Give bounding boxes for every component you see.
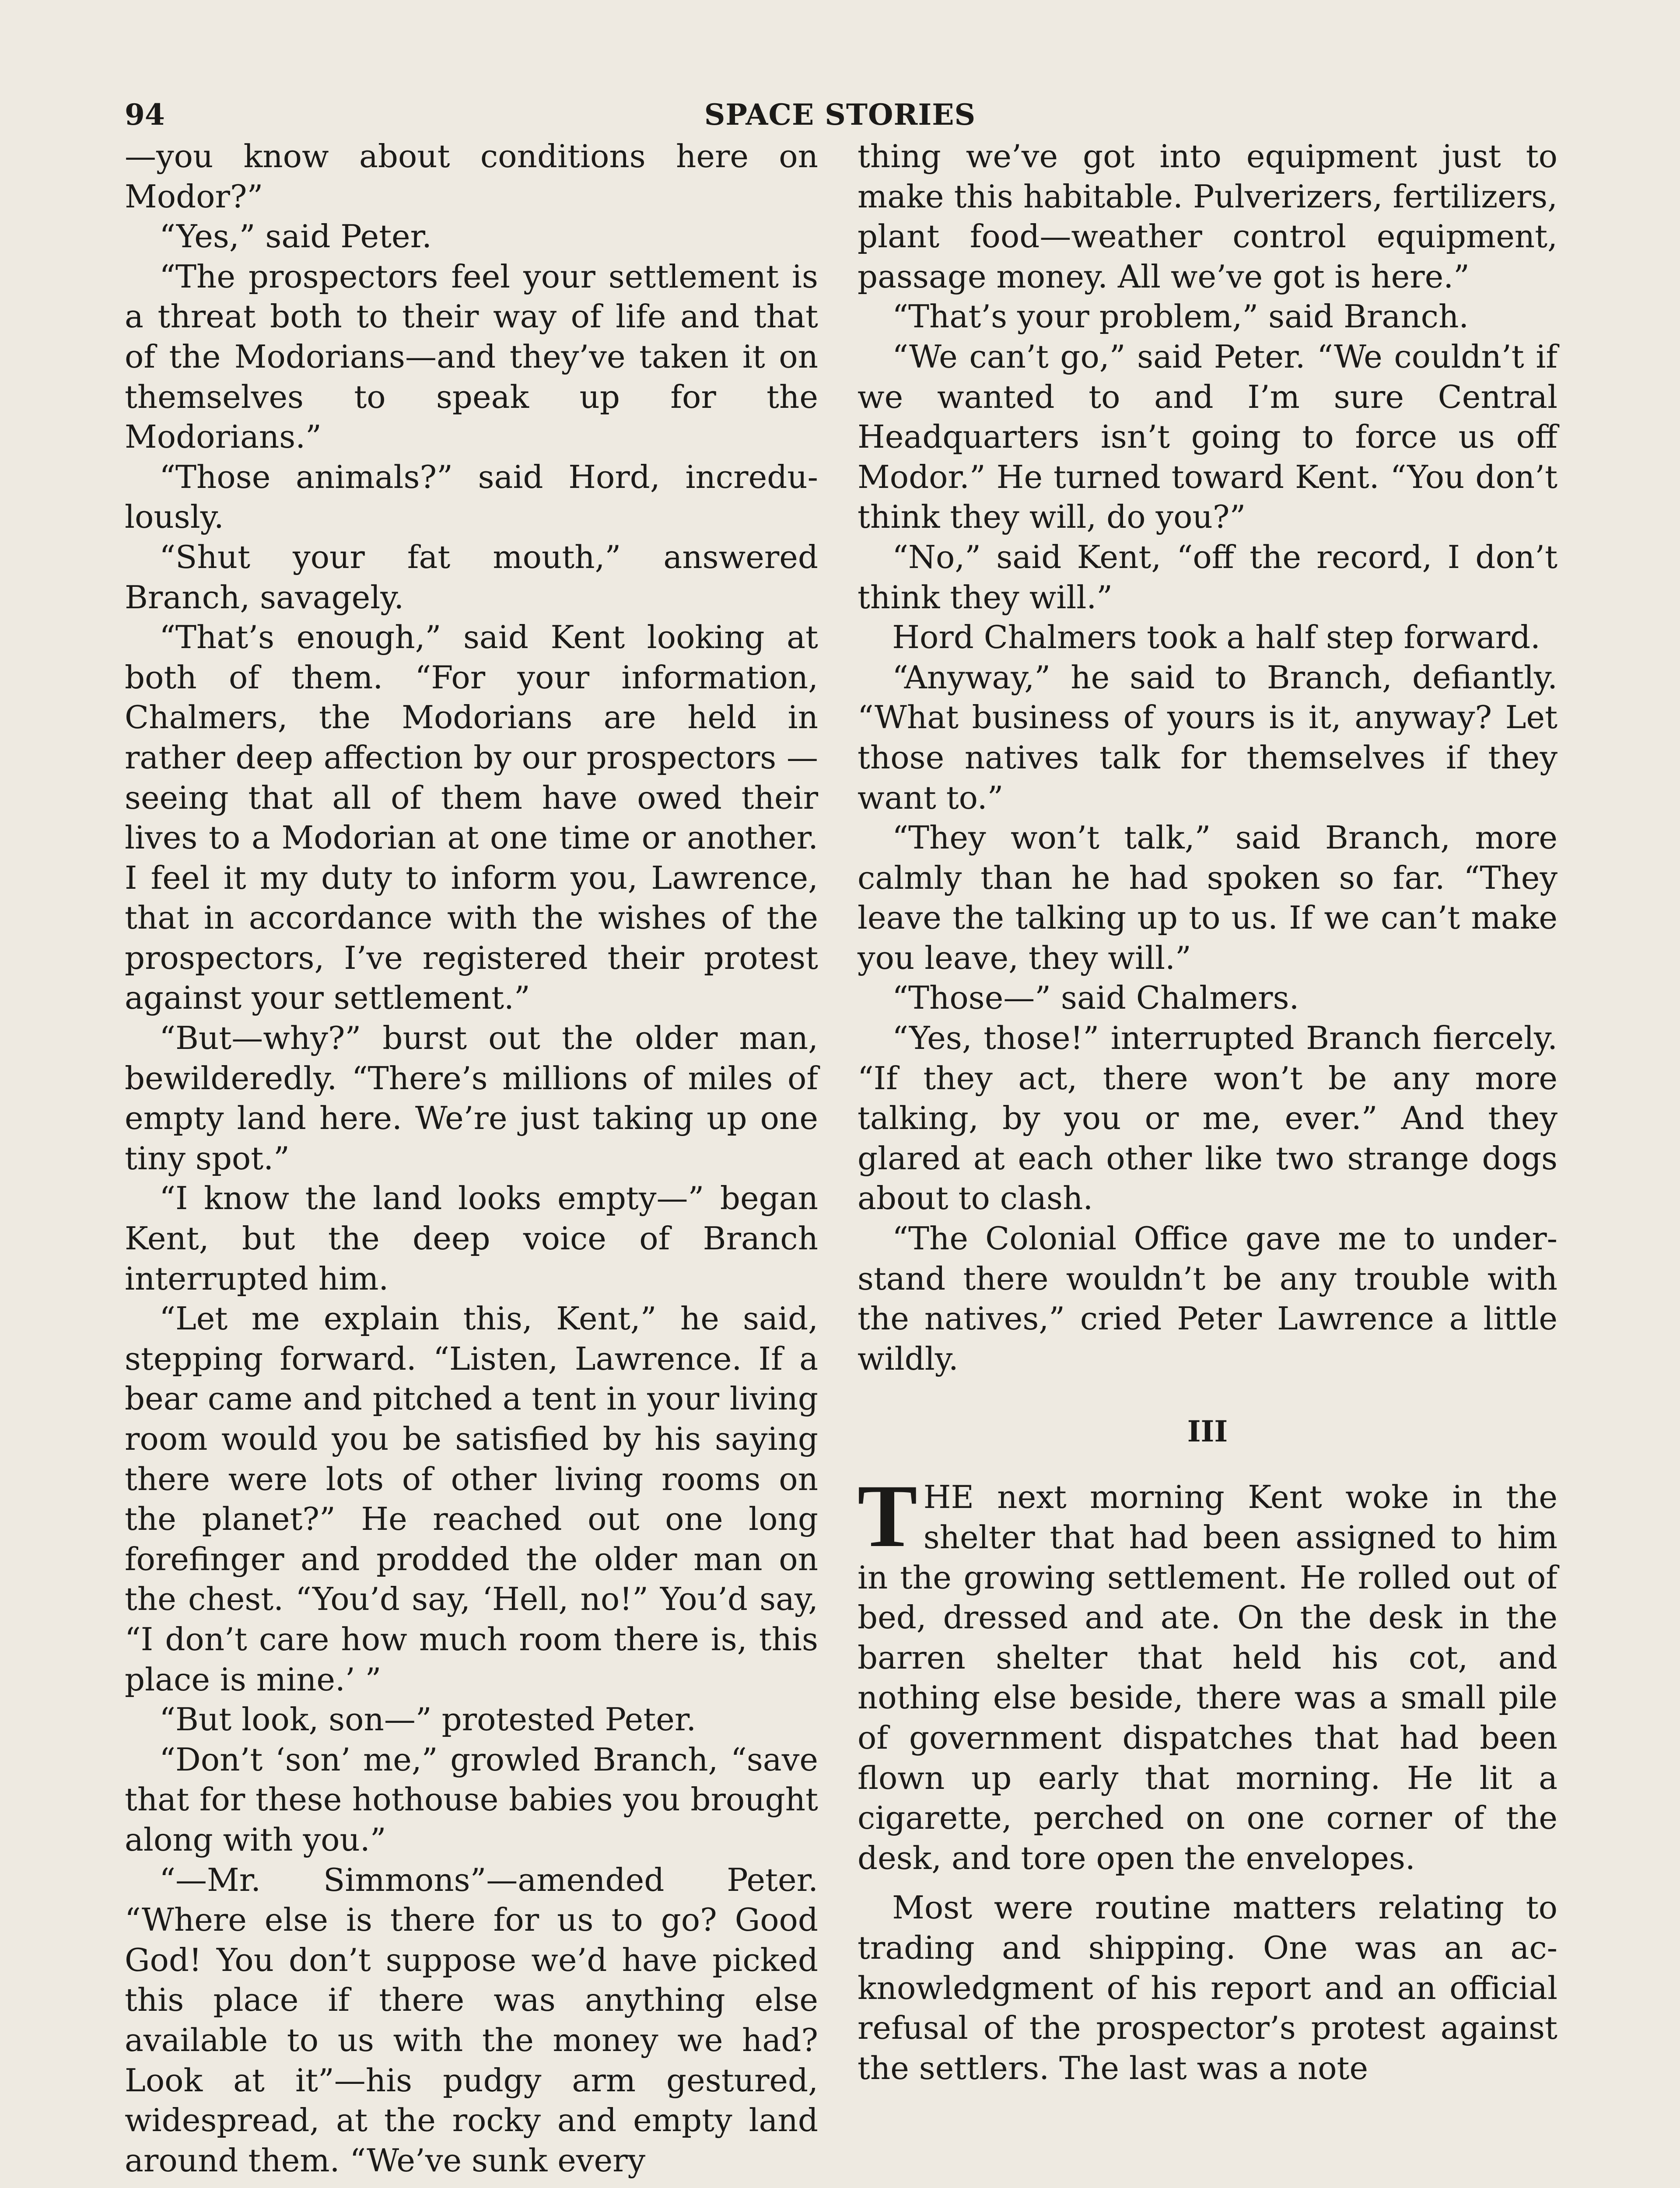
paragraph: “That’s enough,” said Kent looking at both of them. “For your information, Chalmers, the Modorians are held in rather deep affection by our prospectors —seeing that all of them have owed their lives to a Modorian at one time or another. I feel it my duty to inform you, Lawrence, that in accordance with the wishes of the prospectors, I’ve registered their protest against your settlement.” [125,619,818,1017]
paragraph: “Anyway,” he said to Branch, defiantly. “What business of yours is it, anyway? Let those natives talk for themselves if they want to.” [858,659,1558,816]
paragraph: “Shut your fat mouth,” answered Branch, savagely. [125,538,818,616]
right-column [858,137,1558,2088]
paragraph: “They won’t talk,” said Branch, more calmly than he had spoken so far. “They leave the talking up to us. If we can’t make you leave, they will.” [858,819,1558,976]
section-opening-paragraph [858,1466,1558,1878]
running-head: SPACE STORIES [704,98,976,132]
paragraph: “We can’t go,” said Peter. “We couldn’t if we wanted to and I’m sure Central Headquarters isn’t going to force us off Modor.” He turned toward Kent. “You don’t think they will, do you?” [858,338,1558,536]
drop-cap: T [858,1466,917,1566]
page-number: 94 [125,98,165,132]
paragraph: “The prospectors feel your settlement is a threat both to their way of life and that of the Modorians—and they’ve taken it on themselves to speak up for the Modorians.” [125,258,818,456]
paragraph: “Those—” said Chalmers. [892,979,1299,1017]
paragraph: “But—why?” burst out the older man, bewilderedly. “There’s millions of miles of empty land here. We’re just taking up one tiny spot.” [125,1020,818,1177]
paragraph: “Don’t ‘son’ me,” growled Branch, “save that for these hothouse babies you brought along with you.” [125,1741,818,1858]
paragraph: “Those animals?” said Hord, incredulously. [125,458,818,536]
section-heading: III [1187,1414,1228,1449]
paragraph: —you know about conditions here on Modor?” [125,138,818,215]
paragraph: Hord Chalmers took a half step forward. [892,619,1540,656]
paragraph: thing we’ve got into equipment just to make this habitable. Pulverizers, fertilizers, plant food—weather control equipment, passage money. All we’ve got is here.” [858,138,1558,295]
left-column [125,137,818,2181]
paragraph: “But look, son—” protested Peter. [159,1701,696,1738]
paragraph: “—Mr. Simmons”—amended Peter. “Where else is there for us to go? Good God! You don’t suppose we’d have picked this place if there was anything else available to us with the money we had? Look at it”—his pudgy arm gestured, widespread, at the rocky and empty land around them. “We’ve sunk every [125,1861,818,2179]
paragraph: “No,” said Kent, “off the record, I don’t think they will.” [858,538,1558,616]
paragraph: “Yes, those!” interrupted Branch fiercely. “If they act, there won’t be any more talking, by you or me, ever.” And they glared at each other like two strange dogs about to clash. [858,1020,1558,1217]
paragraph: “Let me explain this, Kent,” he said, stepping forward. “Listen, Lawrence. If a bear came and pitched a tent in your living room would you be satisfied by his saying there were lots of other living rooms on the planet?” He reached out one long forefinger and prodded the older man on the chest. “You’d say, ‘Hell, no!” You’d say, “I don’t care how much room there is, this place is mine.’ ” [125,1300,818,1698]
paragraph: “Yes,” said Peter. [159,218,432,255]
opening-text: HE next morning Kent woke in the shelter that had been assigned to him in the growing settlement. He rolled out of bed, dressed and ate. On the desk in the barren shelter that held his cot, and nothing else beside, there was a small pile of government dispatches that had been flown up early that morning. He lit a cigarette, perched on one corner of the desk, and tore open the envelopes. [858,1479,1558,1876]
paragraph: Most were routine matters relating to trading and shipping. One was an acknowledgment of his report and an official refusal of the prospector’s protest against the settlers. The last was a note [858,1889,1558,2086]
paragraph: “That’s your problem,” said Branch. [892,298,1469,335]
paragraph: “I know the land looks empty—” began Kent, but the deep voice of Branch interrupted him. [125,1180,818,1297]
paragraph: “The Colonial Office gave me to understand there wouldn’t be any trouble with the natives,” cried Peter Lawrence a little wildly. [858,1220,1558,1377]
